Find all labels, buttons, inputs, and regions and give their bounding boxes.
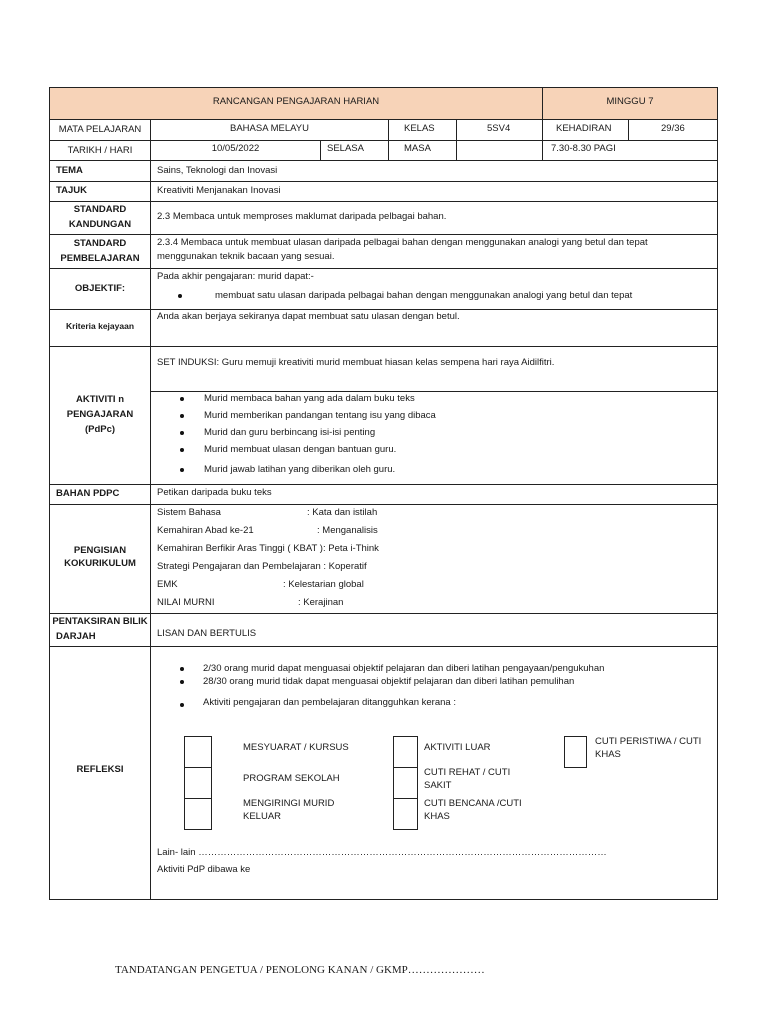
refleksi-item: 28/30 orang murid tidak dapat menguasai objektif pelajaran dan diberi latihan pemulihan bbox=[203, 676, 575, 687]
bullet-icon bbox=[180, 448, 184, 452]
option-program-sekolah: PROGRAM SEKOLAH bbox=[243, 773, 340, 784]
objektif-label: OBJEKTIF: bbox=[74, 283, 126, 294]
refleksi-item: 2/30 orang murid dapat menguasai objektif pelajaran dan diberi latihan pengayaan/pengukuhan bbox=[203, 663, 605, 674]
lain-lain: Lain- lain ………………………………………………………………………………………………………………… bbox=[157, 847, 607, 858]
refleksi-label: REFLEKSI bbox=[76, 764, 124, 775]
pengisian-key: EMK bbox=[157, 579, 178, 590]
tajuk-label: TAJUK bbox=[56, 185, 87, 196]
pengisian-value: : Kelestarian global bbox=[283, 579, 364, 590]
pengisian-value: : Menganalisis bbox=[317, 525, 378, 536]
subject-value: BAHASA MELAYU bbox=[229, 123, 310, 134]
kriteria-value: Anda akan berjaya sekiranya dapat membuat satu ulasan dengan betul. bbox=[157, 311, 460, 322]
attendance-label: KEHADIRAN bbox=[556, 123, 612, 134]
refleksi-item: Aktiviti pengajaran dan pembelajaran ditangguhkan kerana : bbox=[203, 697, 456, 708]
pengisian-label-1: PENGISIAN bbox=[73, 545, 127, 556]
bullet-icon bbox=[180, 667, 184, 671]
option-cuti-peristiwa: CUTI PERISTIWA / CUTI KHAS bbox=[595, 736, 702, 760]
pengisian-value: : Kerajinan bbox=[298, 597, 344, 608]
pengisian-key: Kemahiran Berfikir Aras Tinggi ( KBAT ): Peta i-Think bbox=[157, 543, 379, 554]
aktiviti-item: Murid membuat ulasan dengan bantuan guru. bbox=[204, 444, 397, 455]
checkbox-mesyuarat[interactable] bbox=[184, 736, 212, 768]
option-cuti-bencana: CUTI BENCANA /CUTI KHAS bbox=[424, 798, 522, 822]
aktiviti-label-3: (PdPc) bbox=[84, 424, 116, 435]
aktiviti-item: Murid memberikan pandangan tentang isu yang dibaca bbox=[204, 410, 436, 421]
pengisian-key: Strategi Pengajaran dan Pembelajaran : Koperatif bbox=[157, 561, 367, 572]
pdp-dibawa: Aktiviti PdP dibawa ke bbox=[157, 864, 251, 875]
checkbox-cuti-bencana[interactable] bbox=[393, 798, 418, 830]
checkbox-mengiringi-murid[interactable] bbox=[184, 798, 212, 830]
class-value: 5SV4 bbox=[487, 123, 511, 134]
signature-line: TANDATANGAN PENGETUA / PENOLONG KANAN / GKMP………………… bbox=[115, 964, 485, 976]
bullet-icon bbox=[180, 680, 184, 684]
bahan-label: BAHAN PDPC bbox=[56, 488, 120, 499]
bullet-icon bbox=[180, 703, 184, 707]
pengisian-key: Kemahiran Abad ke-21 bbox=[157, 525, 254, 536]
time-label: MASA bbox=[404, 143, 431, 154]
checkbox-cuti-rehat[interactable] bbox=[393, 767, 418, 799]
sp-line-2: menggunakan teknik bacaan yang sesuai. bbox=[157, 251, 335, 262]
checkbox-program-sekolah[interactable] bbox=[184, 767, 212, 799]
kriteria-label: Kriteria kejayaan bbox=[65, 321, 135, 331]
sp-label-1: STANDARD bbox=[73, 238, 127, 249]
sp-line-1: 2.3.4 Membaca untuk membuat ulasan daripada pelbagai bahan dengan menggunakan analogi yang betul dan tepat bbox=[157, 237, 648, 248]
sk-label-2: KANDUNGAN bbox=[68, 219, 132, 230]
bullet-icon bbox=[180, 431, 184, 435]
pengisian-key: Sistem Bahasa bbox=[157, 507, 221, 518]
bullet-icon bbox=[180, 397, 184, 401]
tema-value: Sains, Teknologi dan Inovasi bbox=[157, 165, 278, 176]
option-mengiringi-murid: MENGIRINGI MURID KELUAR bbox=[243, 798, 335, 822]
week-label: MINGGU 7 bbox=[606, 96, 654, 107]
checkbox-cuti-peristiwa[interactable] bbox=[564, 736, 587, 768]
option-cuti-rehat: CUTI REHAT / CUTI SAKIT bbox=[424, 767, 511, 791]
sk-value: 2.3 Membaca untuk memproses maklumat daripada pelbagai bahan. bbox=[157, 211, 447, 222]
bullet-icon bbox=[180, 468, 184, 472]
date-value: 10/05/2022 bbox=[211, 143, 260, 154]
pengisian-label-2: KOKURIKULUM bbox=[64, 558, 136, 569]
aktiviti-label-2: PENGAJARAN bbox=[66, 409, 134, 420]
pentaksiran-value: LISAN DAN BERTULIS bbox=[157, 628, 257, 639]
bullet-icon bbox=[178, 294, 182, 298]
page-title: RANCANGAN PENGAJARAN HARIAN bbox=[212, 96, 380, 107]
aktiviti-item: Murid membaca bahan yang ada dalam buku teks bbox=[204, 393, 415, 404]
pentaksiran-label-2: DARJAH bbox=[56, 631, 96, 642]
day-value: SELASA bbox=[327, 143, 364, 154]
objektif-item: membuat satu ulasan daripada pelbagai bahan dengan menggunakan analogi yang betul dan tepat bbox=[215, 290, 633, 301]
time-value: 7.30-8.30 PAGI bbox=[551, 143, 616, 154]
subject-label: MATA PELAJARAN bbox=[58, 124, 142, 135]
pentaksiran-label-1: PENTAKSIRAN BILIK bbox=[52, 616, 148, 627]
sp-label-2: PEMBELAJARAN bbox=[60, 253, 140, 264]
set-induksi: SET INDUKSI: Guru memuji kreativiti murid membuat hiasan kelas sempena hari raya Aidilfitri. bbox=[157, 357, 555, 368]
aktiviti-item: Murid jawab latihan yang diberikan oleh guru. bbox=[204, 464, 396, 475]
aktiviti-label-1: AKTIVITI n bbox=[75, 394, 125, 405]
option-aktiviti-luar: AKTIVITI LUAR bbox=[424, 742, 491, 753]
date-label: TARIKH / HARI bbox=[67, 145, 133, 156]
aktiviti-item: Murid dan guru berbincang isi-isi penting bbox=[204, 427, 376, 438]
class-label: KELAS bbox=[404, 123, 435, 134]
bullet-icon bbox=[180, 414, 184, 418]
option-mesyuarat: MESYUARAT / KURSUS bbox=[243, 742, 349, 753]
checkbox-aktiviti-luar[interactable] bbox=[393, 736, 418, 768]
attendance-value: 29/36 bbox=[661, 123, 685, 134]
tajuk-value: Kreativiti Menjanakan Inovasi bbox=[157, 185, 281, 196]
pengisian-value: : Kata dan istilah bbox=[307, 507, 378, 518]
tema-label: TEMA bbox=[56, 165, 83, 176]
pengisian-key: NILAI MURNI bbox=[157, 597, 215, 608]
sk-label-1: STANDARD bbox=[73, 204, 127, 215]
bahan-value: Petikan daripada buku teks bbox=[157, 487, 272, 498]
objektif-intro: Pada akhir pengajaran: murid dapat:- bbox=[157, 271, 314, 282]
